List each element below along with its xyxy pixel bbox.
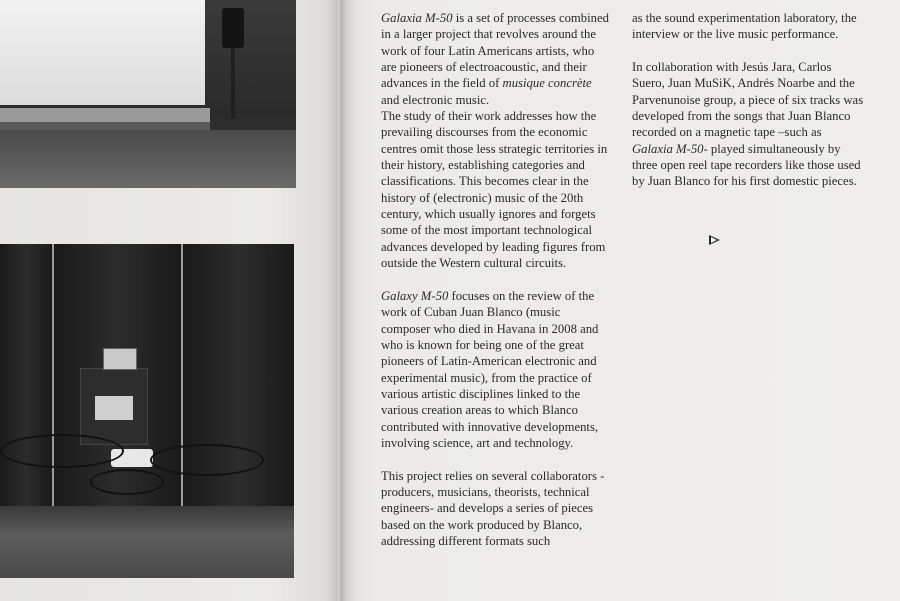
- paragraph-galaxy: Galaxy M-50 focuses on the review of the work of Cuban Juan Blanco (music composer who died in Havana in 2008 and who is known for being one of the great pioneers of Latin-American electronic and experimental music), from the practice of various artistic disciplines linked to the various creation areas to which Blanco contributed with innovative developments, involving science, art and technology.: [381, 288, 599, 450]
- photo-stage-screen: [0, 0, 296, 188]
- paragraph-collaborators: This project relies on several collaborators -producers, musicians, theorists, technical engineers- and develops a series of pieces based on the work produced by Blanco, addressing different formats such: [381, 468, 605, 548]
- paragraph-collaboration: In collaboration with Jesús Jara, Carlos Suero, Juan MuSiK, Andrés Noarbe and the Parvenunoise group, a piece of six tracks was developed from the songs that Juan Blanco recorded on a magnetic tape –such as Galaxia M-50- played simultaneously by three open reel tape recorders like those used by Juan Blanco for his first domestic pieces.: [632, 60, 864, 189]
- play-triangle-icon: [709, 235, 720, 245]
- left-page: [0, 0, 338, 601]
- text-column-left: [381, 10, 611, 566]
- stage-platform: [0, 108, 210, 122]
- text-column-right: [632, 10, 864, 206]
- cable: [0, 434, 124, 468]
- paragraph-continuation: as the sound experimentation laboratory, the interview or the live music performance.: [632, 11, 857, 42]
- laptop: [103, 348, 137, 370]
- projection-screen: [0, 0, 205, 105]
- photo-installation: [0, 244, 294, 578]
- speaker: [222, 8, 244, 48]
- paragraph-intro: Galaxia M-50 is a set of processes combined in a larger project that revolves around the work of four Latin Americans artists, who are pioneers of electroacoustic, and their advances in the field of musique concrète and electronic music. The study of their work addresses how the prevailing discourses from the economic centres omit those less strategic territories in their history, establishing categories and classifications. This becomes clear in the history of (electronic) music of the 20th century, which usually ignores and forgets some of the most important technological advances developed by leading figures from outside the Western cultural circuits.: [381, 11, 609, 271]
- book-gutter: [326, 0, 356, 601]
